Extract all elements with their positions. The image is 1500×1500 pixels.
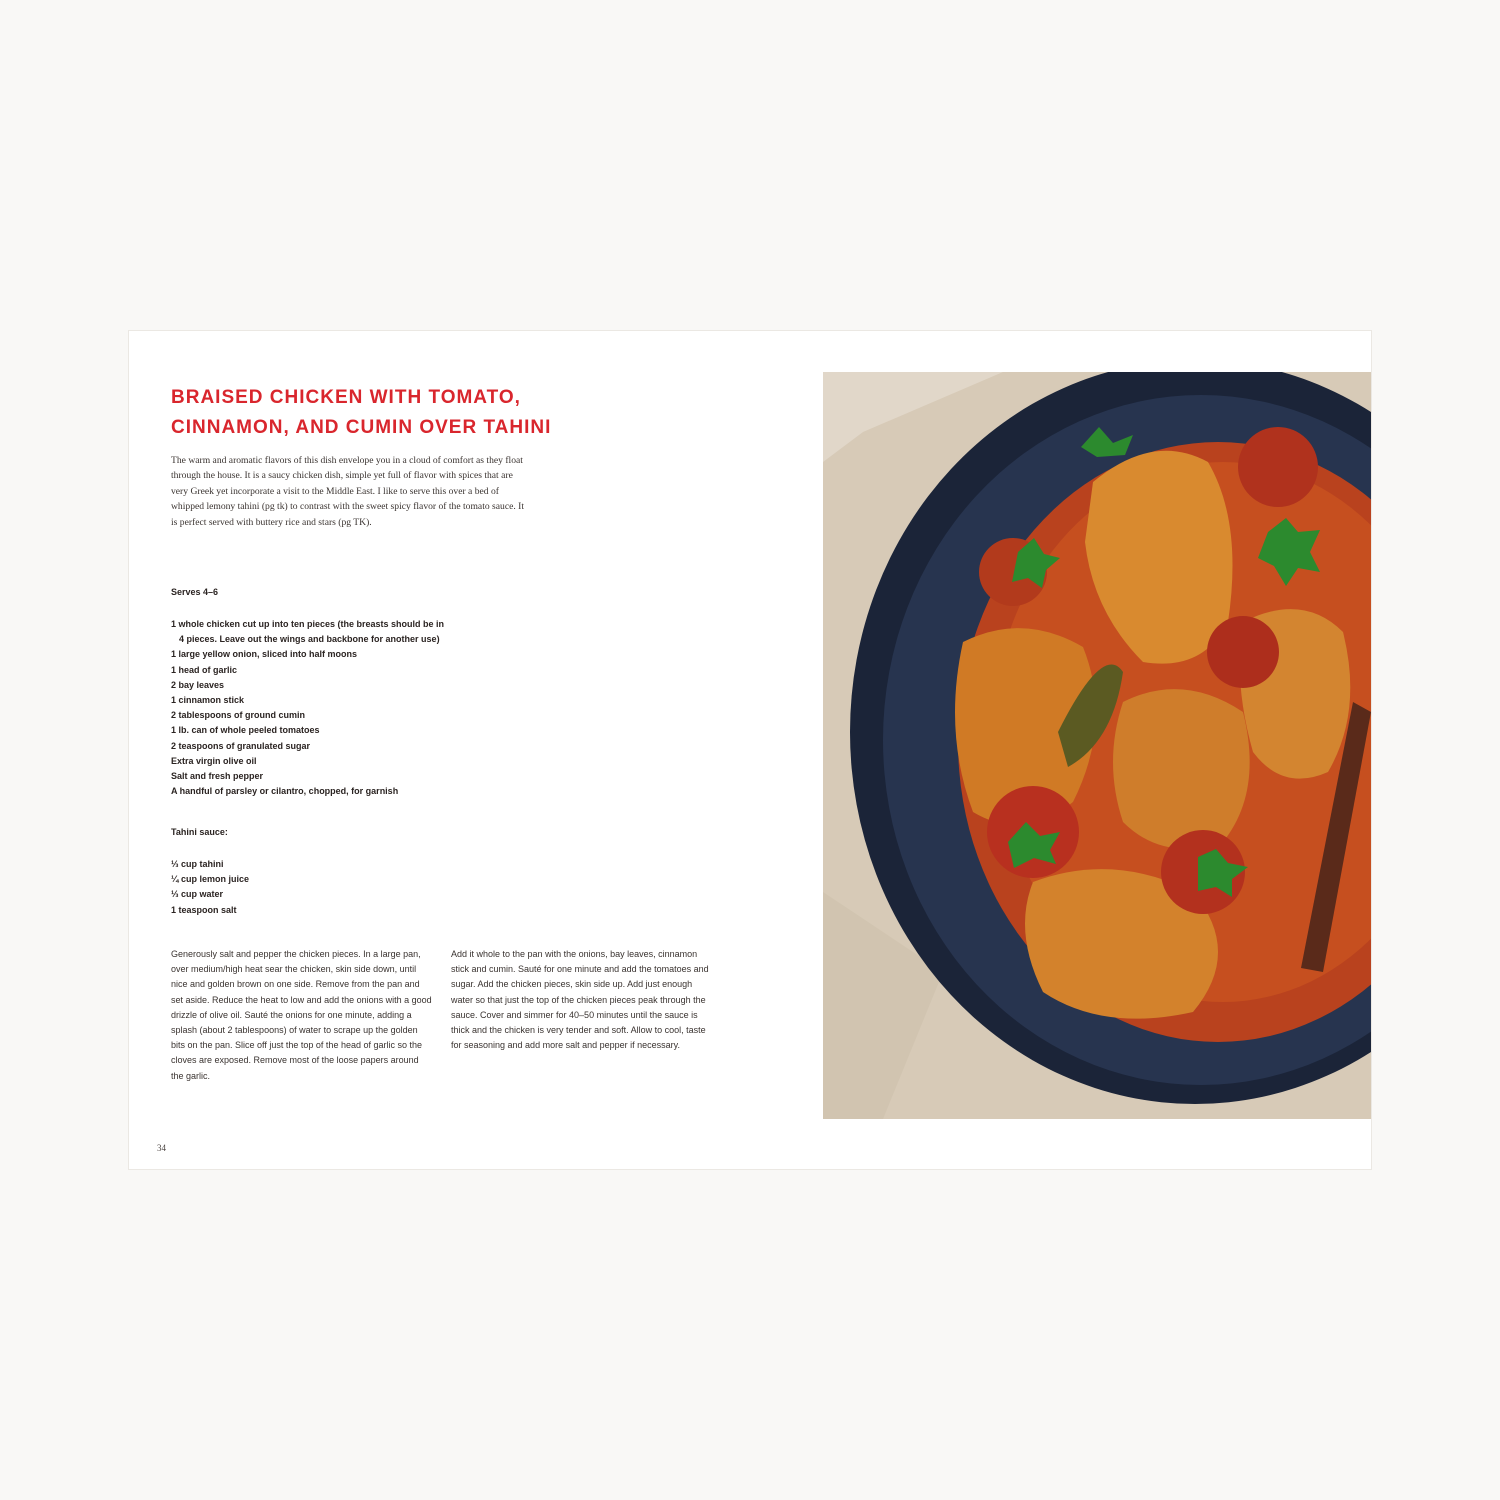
chicken-piece bbox=[1113, 689, 1250, 849]
tahini-ingredient-item: ⅓ cup water bbox=[171, 889, 224, 900]
tomato bbox=[1207, 616, 1279, 688]
ingredient-item: 2 teaspoons of granulated sugar bbox=[171, 740, 311, 751]
tahini-sauce-label: Tahini sauce: bbox=[171, 827, 228, 837]
serves-label: Serves 4–6 bbox=[171, 587, 219, 597]
ingredient-item: 2 tablespoons of ground cumin bbox=[171, 710, 306, 721]
ingredient-item: A handful of parsley or cilantro, chopped, for garnish bbox=[171, 786, 399, 797]
recipe-title bbox=[171, 383, 641, 443]
ingredient-item: 1 cinnamon stick bbox=[171, 695, 245, 706]
method-paragraph-2: Add it whole to the pan with the onions, bay leaves, cinnamon stick and cumin. Sauté for one minute and add the tomatoes and sugar. Add the chicken pieces, skin side up. Add just enough water so that just the top of the chicken pieces peak through the sauce. Cover and simmer for 40–50 minutes until the sauce is thick and the chicken is very tender and soft. Allow to cool, taste for seasoning and add more salt and pepper if necessary. bbox=[451, 949, 709, 1051]
book-spread bbox=[129, 331, 1371, 1169]
ingredient-item: 1 large yellow onion, sliced into half moons bbox=[171, 649, 358, 660]
method-paragraph-1: Generously salt and pepper the chicken pieces. In a large pan, over medium/high heat sear the chicken, skin side down, until nice and golden brown on one side. Remove from the pan and set aside. Reduce the heat to low and add the onions with a good drizzle of olive oil. Sauté the onions for one minute, adding a splash (about 2 tablespoons) of water to scrape up the golden bits on the pan. Slice off just the top of the head of garlic so the cloves are exposed. Remove most of the loose papers around the garlic. bbox=[171, 949, 432, 1081]
page-number: 34 bbox=[157, 1143, 166, 1153]
tomato bbox=[1238, 427, 1318, 507]
tahini-ingredient-item: 1 teaspoon salt bbox=[171, 904, 237, 915]
ingredient-item: 1 lb. can of whole peeled tomatoes bbox=[171, 725, 320, 736]
recipe-title-line-1: BRAISED CHICKEN WITH TOMATO, bbox=[171, 387, 521, 408]
tahini-ingredient-item: ⅓ cup tahini bbox=[171, 859, 224, 869]
dish-illustration bbox=[823, 372, 1371, 1119]
ingredient-item: Salt and fresh pepper bbox=[171, 771, 264, 782]
recipe-intro: The warm and aromatic flavors of this dish envelope you in a cloud of comfort as they float through the house. It is a saucy chicken dish, simple yet full of flavor with spices that are very Greek yet incorporate a visit to the Middle East. I like to serve this over a bed of whipped lemony tahini (pg tk) to contrast with the sweet spicy flavor of the tomato sauce. It is perfect served with buttery rice and stars (pg TK). bbox=[171, 455, 525, 528]
ingredient-list bbox=[171, 617, 451, 799]
recipe-title-line-2: CINNAMON, AND CUMIN OVER TAHINI bbox=[171, 417, 552, 438]
ingredient-item: Extra virgin olive oil bbox=[171, 755, 257, 766]
ingredient-item: 1 head of garlic bbox=[171, 664, 238, 675]
tahini-ingredient-list bbox=[171, 857, 371, 918]
tahini-ingredient-item: ¼ cup lemon juice bbox=[171, 874, 250, 885]
ingredient-item: 1 whole chicken cut up into ten pieces (the breasts should be in 4 pieces. Leave out the wings and backbone for another use) bbox=[171, 619, 445, 645]
ingredient-item: 2 bay leaves bbox=[171, 679, 225, 690]
dish-photo bbox=[823, 372, 1371, 1119]
